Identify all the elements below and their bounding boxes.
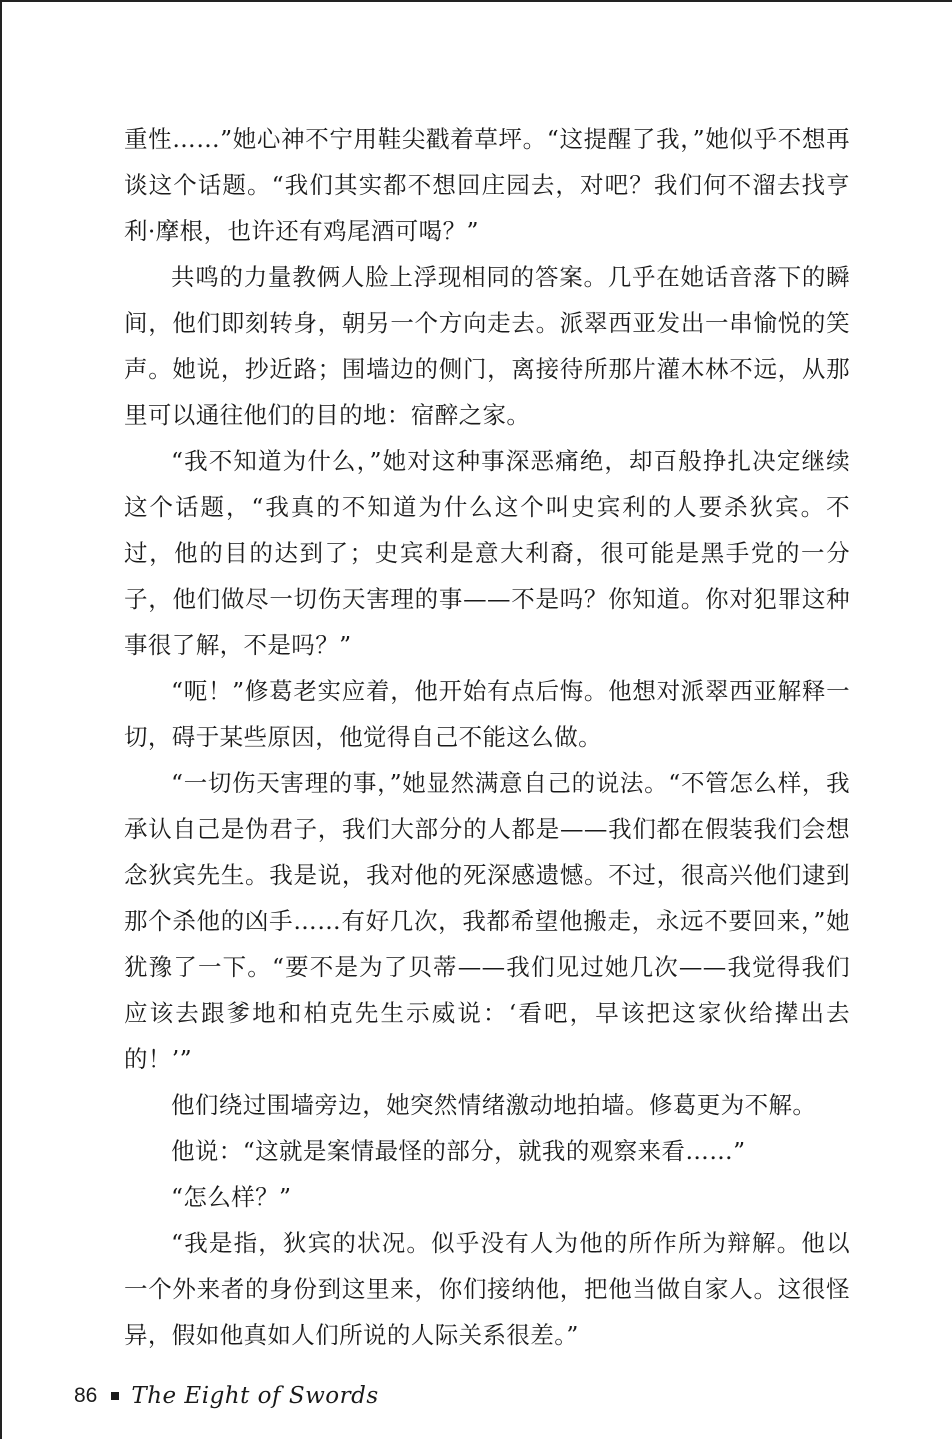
body-text [124,116,850,1358]
paragraph: “怎么样？” [171,1183,292,1211]
paragraph-continued: 重性……”她心神不宁用鞋尖戳着草坪。“这提醒了我，”她似乎不想再谈这个话题。“我们其实都不想回庄园去，对吧？我们何不溜去找亨利·摩根，也许还有鸡尾酒可喝？” [124,125,850,245]
paragraph: 他们绕过围墙旁边，她突然情绪激动地拍墙。修葛更为不解。 [171,1091,817,1119]
paragraph: “我不知道为什么，”她对这种事深恶痛绝，却百般挣扎决定继续这个话题，“我真的不知道为什么这个叫史宾利的人要杀狄宾。不过，他的目的达到了；史宾利是意大利裔，很可能是黑手党的一分子，他们做尽一切伤天害理的事——不是吗？你知道。你对犯罪这种事很了解，不是吗？” [124,447,850,659]
running-book-title: The Eight of Swords [131,1383,379,1409]
square-bullet-icon [111,1392,119,1400]
page-number: 86 [74,1384,98,1407]
paragraph: “我是指，狄宾的状况。似乎没有人为他的所作所为辩解。他以一个外来者的身份到这里来，你们接纳他，把他当做自家人。这很怪异，假如他真如人们所说的人际关系很差。” [124,1229,850,1349]
paragraph: 他说：“这就是案情最怪的部分，就我的观察来看……” [171,1137,746,1165]
paragraph: “一切伤天害理的事，”她显然满意自己的说法。“不管怎么样，我承认自己是伪君子，我们大部分的人都是——我们都在假装我们会想念狄宾先生。我是说，我对他的死深感遗憾。不过，很高兴他们逮到那个杀他的凶手……有好几次，我都希望他搬走，永远不要回来，”她犹豫了一下。“要不是为了贝蒂——我们见过她几次——我觉得我们应该去跟爹地和柏克先生示威说：‘看吧，早该把这家伙给撵出去的！’” [124,769,850,1073]
paragraph: 共鸣的力量教俩人脸上浮现相同的答案。几乎在她话音落下的瞬间，他们即刻转身，朝另一个方向走去。派翠西亚发出一串愉悦的笑声。她说，抄近路；围墙边的侧门，离接待所那片灌木林不远，从那里可以通往他们的目的地：宿醉之家。 [124,263,850,429]
page-footer [74,1378,379,1414]
paragraph: “呃！”修葛老实应着，他开始有点后悔。他想对派翠西亚解释一切，碍于某些原因，他觉得自己不能这么做。 [124,677,850,751]
